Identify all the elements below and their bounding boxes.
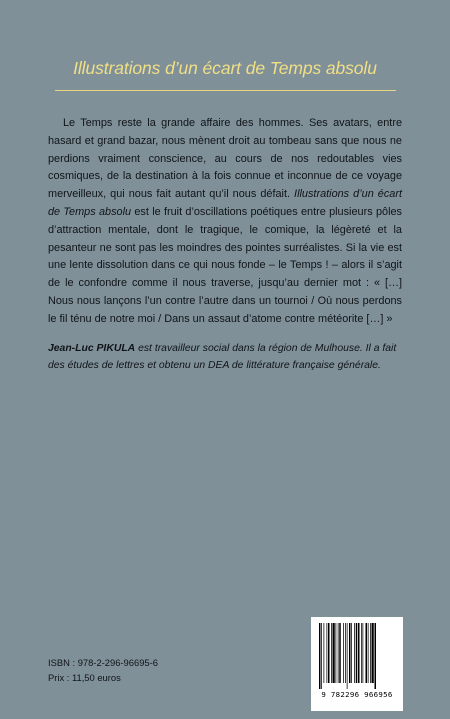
blurb-title-reference: Illustrations d’un écart de Temps absolu: [48, 188, 403, 218]
author-bio-text: est travailleur social dans la région de Mulhouse. Il a fait des études de lettres et obtenu un DEA de littérature française générale.: [48, 343, 397, 371]
price-label: Prix : 11,50 euros: [48, 672, 121, 683]
book-blurb: [48, 115, 402, 329]
isbn-label: ISBN : 978-2-296-96695-6: [48, 657, 158, 668]
book-title: Illustrations d’un écart de Temps absolu: [73, 58, 377, 78]
barcode-bars-icon: [317, 623, 397, 689]
blurb-text-1: Le Temps reste la grande affaire des hommes. Ses avatars, entre hasard et grand bazar, nous mènent droit au tombeau sans que nous ne perdions vraiment conscience, au cours de nos redoutables vies cosmiques, de la destination à la fois connue et inconnue de ce voyage merveilleux, qui nous fait autant qu’il nous défait.: [48, 117, 402, 201]
author-bio: [48, 340, 402, 374]
publication-info: [48, 655, 158, 685]
barcode-number: 9 782296 966956: [321, 690, 393, 699]
title-underline: [55, 90, 396, 91]
blurb-text-2: est le fruit d’oscillations poétiques entre plusieurs pôles d’attraction mentale, dont le tragique, le comique, la légèreté et la pesanteur ne sont pas les moindres des pointes surréalistes. Si la vie est une lente dissolution dans ce qui nous fonde – le Temps ! – alors il s’agit de le confondre comme il nous traverse, jusqu’au dernier mot : « […] Nous nous lançons l’un contre l’autre dans un tournoi / Où nous perdons le fil ténu de notre moi / Dans un assaut d’atome contre météorite […] »: [48, 205, 402, 325]
author-name: Jean-Luc PIKULA: [48, 343, 136, 354]
barcode: [311, 617, 403, 711]
